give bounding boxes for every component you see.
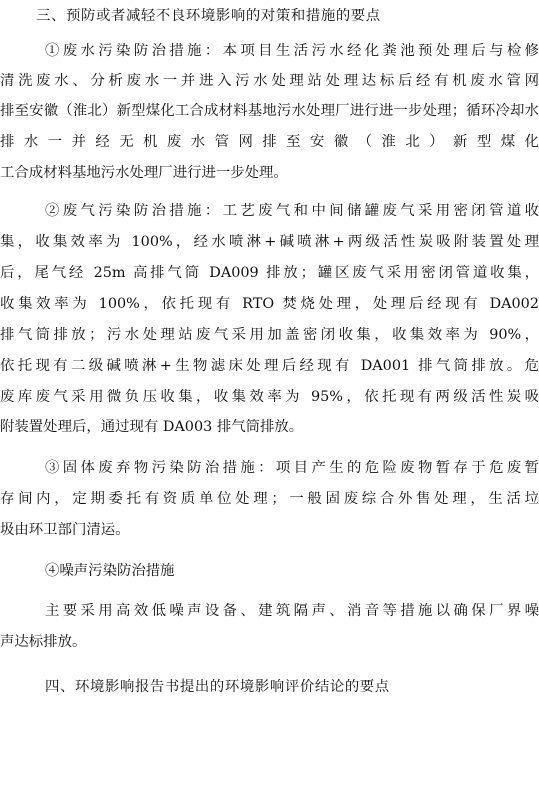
waste-gas-paragraph-line-5: 排气筒排放；污水处理站废气采用加盖密闭收集，收集效率为 90%， (0, 327, 539, 343)
waste-gas-paragraph-line-2: 集，收集效率为 100%，经水喷淋+碱喷淋+两级活性炭吸附装置处理 (0, 234, 539, 250)
waste-gas-paragraph-line-3: 后，尾气经 25m 高排气筒 DA009 排放；罐区废气采用密闭管道收集， (0, 265, 539, 281)
solid-waste-paragraph-line-1: ③固体废弃物污染防治措施：项目产生的危险废物暂存于危废暂 (45, 460, 539, 476)
noise-paragraph-line-2: 声达标排放。 (0, 634, 87, 650)
waste-gas-paragraph-line-1: ②废气污染防治措施：工艺废气和中间储罐废气采用密闭管道收 (45, 203, 539, 219)
wastewater-paragraph-line-1: ①废水污染防治措施：本项目生活污水经化粪池预处理后与检修 (45, 43, 539, 59)
noise-heading: ④噪声污染防治措施 (45, 563, 175, 579)
section-heading-conclusions: 四、环境影响报告书提出的环境影响评价结论的要点 (45, 679, 390, 695)
wastewater-paragraph-line-4: 工合成材料基地污水处理厂进行进一步处理。 (0, 165, 288, 181)
waste-gas-paragraph-line-6: 依托现有二级碱喷淋+生物滤床处理后经现有 DA001 排气筒排放。危 (0, 358, 539, 374)
section-heading-measures: 三、预防或者减轻不良环境影响的对策和措施的要点 (36, 8, 381, 24)
waste-gas-paragraph-line-4: 收集效率为 100%，依托现有 RTO 焚烧处理，处理后经现有 DA002 (0, 296, 539, 312)
wastewater-paragraph-line-2: 清洗废水、分析废水一并进入污水处理站处理达标后经有机废水管网 (0, 73, 539, 89)
waste-gas-paragraph-line-7: 废库废气采用微负压收集，收集效率为 95%，依托现有两级活性炭吸 (0, 389, 539, 405)
solid-waste-paragraph-line-3: 圾由环卫部门清运。 (0, 522, 130, 538)
wastewater-paragraph-line-3: 排至安徽（淮北）新型煤化工合成材料基地污水处理厂进行进一步处理；循环冷却水排水一并经无机废水管网排至安徽（淮北）新型煤化 (0, 103, 539, 150)
noise-paragraph-line-1: 主要采用高效低噪声设备、建筑隔声、消音等措施以确保厂界噪 (45, 603, 539, 619)
waste-gas-paragraph-line-8: 附装置处理后，通过现有 DA003 排气筒排放。 (0, 419, 304, 435)
solid-waste-paragraph-line-2: 存间内，定期委托有资质单位处理；一般固废综合外售处理，生活垃 (0, 491, 539, 507)
